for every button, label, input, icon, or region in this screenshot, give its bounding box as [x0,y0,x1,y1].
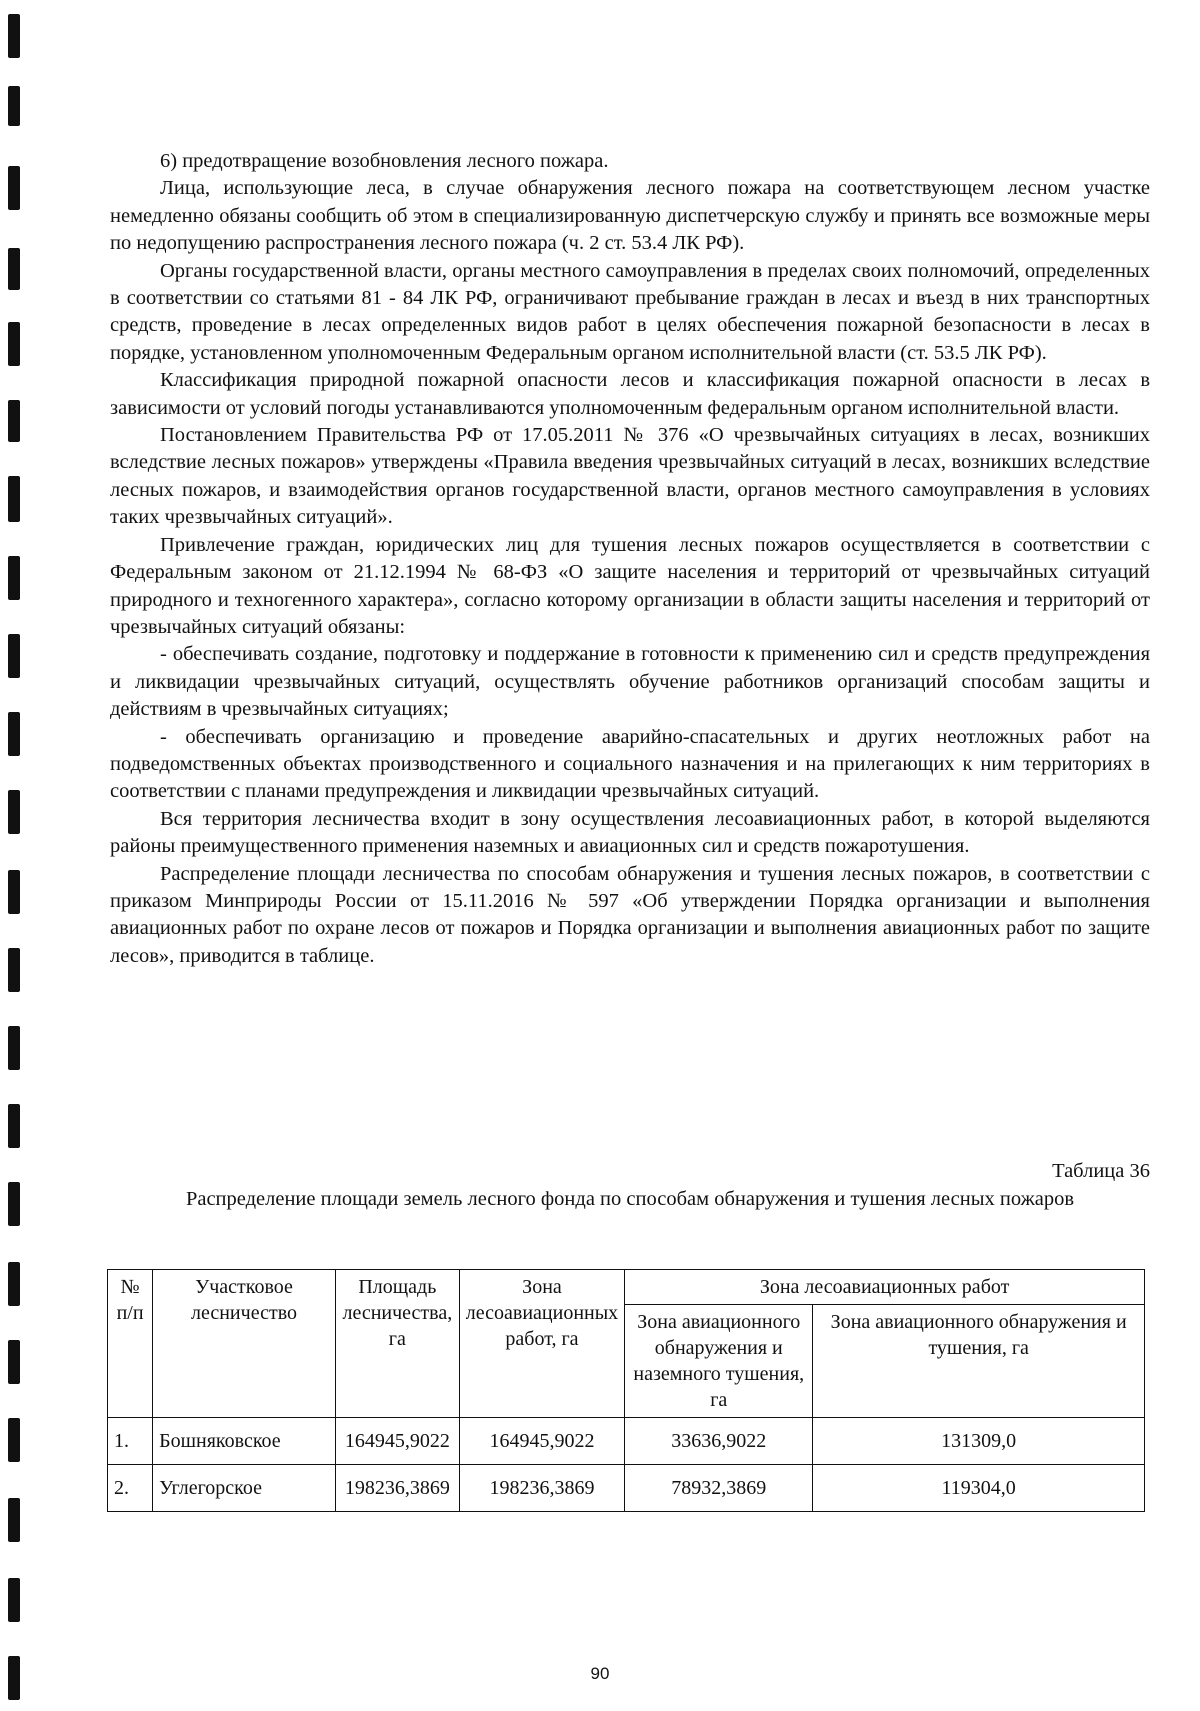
header-area: Площадь лесничества, га [335,1270,459,1418]
header-sub1: Зона авиационного обнаружения и наземного тушения, га [625,1305,813,1418]
cell-forestry: Углегорское [153,1465,336,1512]
body-text [110,148,1150,970]
header-zone: Зона лесоавиационных работ, га [459,1270,624,1418]
paragraph: Лица, использующие леса, в случае обнаружения лесного пожара на соответствующем лесном участке немедленно обязаны сообщить об этом в специализированную диспетчерскую службу и принять все возможные меры по недопущению распространения лесного пожара (ч. 2 ст. 53.4 ЛК РФ). [110,177,1150,255]
paragraph: 6) предотвращение возобновления лесного пожара. [160,150,609,172]
paragraph: Постановлением Правительства РФ от 17.05.2011 № 376 «О чрезвычайных ситуациях в лесах, возникших вследствие лесных пожаров» утверждены «Правила введения чрезвычайных ситуаций в лесах, возникших вследствие лесных пожаров, и взаимодействия органов государственной власти, органов местного самоуправления в условиях таких чрезвычайных ситуаций». [110,424,1150,529]
cell-sub1: 78932,3869 [625,1465,813,1512]
cell-zone: 164945,9022 [459,1418,624,1465]
paragraph: - обеспечивать организацию и проведение аварийно-спасательных и других неотложных работ на подведомственных объектах производственного и социального назначения и на прилегающих к ним территориях в соответствии с планами предупреждения и ликвидации чрезвычайных ситуаций. [110,725,1150,803]
table-number: Таблица 36 [1052,1160,1150,1182]
table-row [108,1465,1145,1512]
cell-sub2: 131309,0 [813,1418,1145,1465]
header-group: Зона лесоавиационных работ [625,1270,1145,1305]
paragraph: - обеспечивать создание, подготовку и поддержание в готовности к применению сил и средств предупреждения и ликвидации чрезвычайных ситуаций, осуществлять обучение работников организаций способам защиты и действиям в чрезвычайных ситуациях; [110,643,1150,721]
table-title: Распределение площади земель лесного фонда по способам обнаружения и тушения лесных пожаров [185,1188,1075,1210]
page-number: 90 [590,1664,610,1683]
paragraph: Вся территория лесничества входит в зону осуществления лесоавиационных работ, в которой выделяются районы преимущественного применения наземных и авиационных сил и средств пожаротушения. [110,807,1150,858]
paragraph: Распределение площади лесничества по способам обнаружения и тушения лесных пожаров, в соответствии с приказом Минприроды России от 15.11.2016 № 597 «Об утверждении Порядка организации и выполнения авиационных работ по охране лесов от пожаров и Порядка организации и выполнения авиационных работ по защите лесов», приводится в таблице. [110,862,1150,967]
header-num: № п/п [108,1270,153,1418]
header-forestry: Участковое лесничество [153,1270,336,1418]
cell-area: 198236,3869 [335,1465,459,1512]
cell-sub2: 119304,0 [813,1465,1145,1512]
cell-sub1: 33636,9022 [625,1418,813,1465]
table-row [108,1418,1145,1465]
paragraph: Классификация природной пожарной опасности лесов и классификация пожарной опасности в лесах в зависимости от условий погоды устанавливаются уполномоченным федеральным органом исполнительной власти. [110,369,1150,419]
cell-zone: 198236,3869 [459,1465,624,1512]
paragraph: Привлечение граждан, юридических лиц для тушения лесных пожаров осуществляется в соответствии с Федеральным законом от 21.12.1994 № 68-ФЗ «О защите населения и территорий от чрезвычайных ситуаций природного и техногенного характера», согласно которому организации в области защиты населения и территорий от чрезвычайных ситуаций обязаны: [110,533,1150,638]
cell-forestry: Бошняковское [153,1418,336,1465]
cell-num: 1. [108,1418,153,1465]
cell-area: 164945,9022 [335,1418,459,1465]
header-sub2: Зона авиационного обнаружения и тушения, га [813,1305,1145,1418]
paragraph: Органы государственной власти, органы местного самоуправления в пределах своих полномочий, определенных в соответствии со статьями 81 - 84 ЛК РФ, ограничивают пребывание граждан в лесах и въезд в них транспортных средств, проведение в лесах определенных видов работ в целях обеспечения пожарной безопасности в лесах в порядке, установленном уполномоченным Федеральным органом исполнительной власти (ст. 53.5 ЛК РФ). [110,259,1150,364]
fire-zones-table [107,1269,1145,1512]
cell-num: 2. [108,1465,153,1512]
binding-holes [8,0,28,1711]
